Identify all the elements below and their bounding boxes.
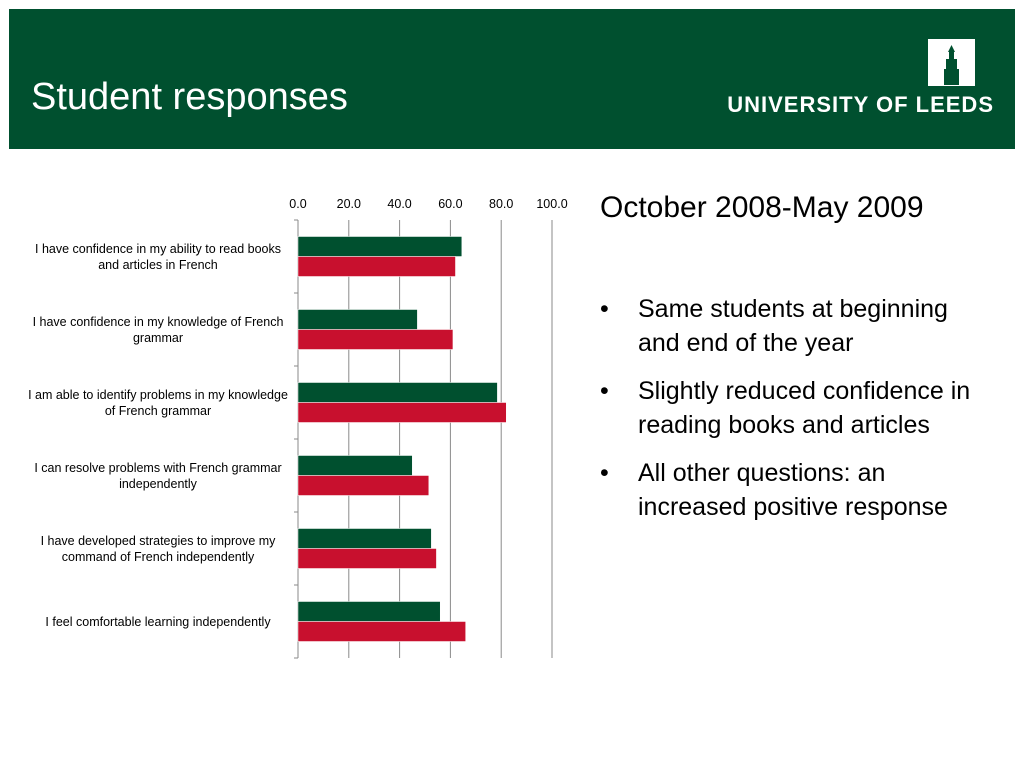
bar-series-2 <box>298 330 453 350</box>
category-labels <box>28 180 288 680</box>
slide-title: Student responses <box>31 76 348 118</box>
bar-series-1 <box>298 456 412 476</box>
category-label: I have confidence in my ability to read books and articles in French <box>35 241 281 272</box>
bullet-text: All other questions: an increased positive response <box>638 459 948 521</box>
x-tick-label: 80.0 <box>489 197 514 211</box>
category-label: I have confidence in my knowledge of French grammar <box>32 314 284 345</box>
category-label: I feel comfortable learning independently <box>45 614 271 629</box>
bar-chart <box>0 180 590 680</box>
bullet-text: Same students at beginning and end of the year <box>638 295 948 357</box>
bullet-item <box>600 374 980 442</box>
side-heading: October 2008-May 2009 <box>600 191 924 224</box>
x-tick-label: 40.0 <box>387 197 412 211</box>
bullet-item <box>600 292 980 360</box>
x-tick-label: 60.0 <box>438 197 463 211</box>
bar-series-1 <box>298 383 497 403</box>
university-crest-icon <box>928 39 975 86</box>
category-label: I can resolve problems with French grammar independently <box>34 460 282 491</box>
bullet-glyph: • <box>600 377 609 405</box>
bar-series-2 <box>298 476 429 496</box>
bullet-list <box>600 292 980 538</box>
x-tick-label: 100.0 <box>536 197 568 211</box>
bar-series-1 <box>298 237 462 257</box>
bar-series-1 <box>298 310 417 330</box>
bullet-glyph: • <box>600 295 609 323</box>
bar-series-2 <box>298 622 466 642</box>
university-logo-text: UNIVERSITY OF LEEDS <box>727 92 994 117</box>
bullet-item <box>600 456 980 524</box>
bullet-glyph: • <box>600 459 609 487</box>
bar-series-2 <box>298 403 506 423</box>
bar-series-1 <box>298 529 431 549</box>
category-label: I am able to identify problems in my knowledge of French grammar <box>28 387 288 418</box>
bar-series-1 <box>298 602 440 622</box>
x-tick-label: 20.0 <box>336 197 361 211</box>
bar-series-2 <box>298 549 436 569</box>
bullet-text: Slightly reduced confidence in reading books and articles <box>638 377 971 439</box>
category-label: I have developed strategies to improve my command of French independently <box>40 533 276 564</box>
bar-series-2 <box>298 257 455 277</box>
x-tick-label: 0.0 <box>289 197 307 211</box>
